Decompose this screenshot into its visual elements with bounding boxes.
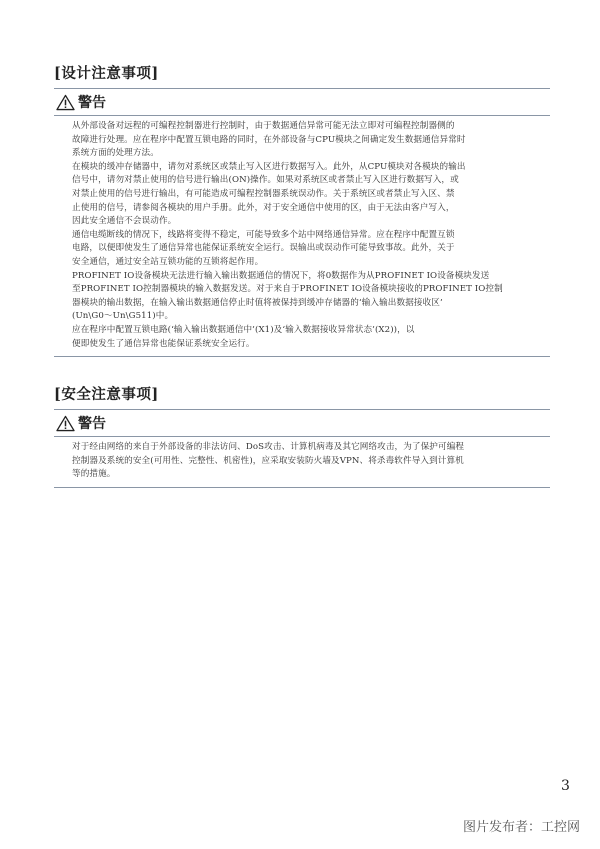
text-line: 应在程序中配置互锁电路(‘输入输出数据通信中’(X1)及‘输入数据接收异常状态’(X2))，以 bbox=[72, 324, 415, 335]
text-line: 电路，以便即使发生了通信异常也能保证系统安全运行。误输出或误动作可能导致事故。此外，关于 bbox=[72, 243, 455, 254]
design-precautions-title: [设计注意事项] bbox=[54, 65, 159, 82]
safety-warning-label: 警告 bbox=[78, 416, 106, 432]
design-precautions-section bbox=[54, 64, 550, 357]
text-line: 信号中，请勿对禁止使用的信号进行输出(ON)操作。如果对系统区或者禁止写入区进行数据写入，或 bbox=[72, 175, 459, 186]
design-warning-label: 警告 bbox=[78, 95, 106, 111]
text-line: 故障进行处理。应在程序中配置互锁电路的同时，在外部设备与CPU模块之间确定发生数据通信异常时 bbox=[72, 134, 466, 145]
text-line: 止使用的信号，请参阅各模块的用户手册。此外，对于安全通信中使用的区，由于无法由客户写入， bbox=[72, 202, 455, 213]
warning-triangle-icon bbox=[56, 94, 75, 111]
publisher-watermark: 图片发布者：工控网 bbox=[463, 820, 581, 835]
text-line: 系统方面的处理方法。 bbox=[72, 148, 159, 159]
text-line: 等的措施。 bbox=[72, 469, 116, 480]
text-line: 通信电缆断线的情况下，线路将变得不稳定，可能导致多个站中网络通信异常。应在程序中配置互锁 bbox=[72, 229, 455, 240]
text-line: 从外部设备对远程的可编程控制器进行控制时，由于数据通信异常可能无法立即对可编程控制器侧的 bbox=[72, 121, 455, 131]
safety-warning-body bbox=[54, 437, 550, 487]
safety-precautions-title: [安全注意事项] bbox=[54, 386, 159, 403]
text-line: 对禁止使用的信号进行输出，有可能造成可编程控制器系统误动作。关于系统区或者禁止写入区、禁 bbox=[72, 188, 455, 199]
warning-triangle-icon bbox=[56, 415, 75, 432]
text-line: (Un\G0～Un\G511)中。 bbox=[72, 311, 174, 322]
design-warning-box bbox=[54, 88, 550, 357]
safety-precautions-section bbox=[54, 385, 550, 488]
text-line: 安全通信，通过安全站互锁功能的互锁将起作用。 bbox=[72, 256, 264, 267]
text-line: 至PROFINET IO控制器模块的输入数据发送。对于来自于PROFINET IO设备模块接收的PROFINET IO控制 bbox=[72, 284, 503, 295]
design-warning-header bbox=[54, 89, 550, 116]
text-line: 便即使发生了通信异常也能保证系统安全运行。 bbox=[72, 338, 255, 349]
safety-warning-header bbox=[54, 410, 550, 437]
text-line: 因此安全通信不会误动作。 bbox=[72, 216, 177, 227]
safety-warning-box bbox=[54, 409, 550, 488]
text-line: 在模块的缓冲存储器中，请勿对系统区或禁止写入区进行数据写入。此外，从CPU模块对各模块的输出 bbox=[72, 161, 466, 172]
page-number: 3 bbox=[561, 778, 570, 794]
text-line: PROFINET IO设备模块无法进行输入输出数据通信的情况下，将0数据作为从PROFINET IO设备模块发送 bbox=[72, 270, 490, 281]
text-line: 控制器及系统的安全(可用性、完整性、机密性)，应采取安装防火墙及VPN、将杀毒软件导入到计算机 bbox=[72, 455, 464, 466]
text-line: 对于经由网络的来自于外部设备的非法访问、DoS攻击、计算机病毒及其它网络攻击，为了保护可编程 bbox=[72, 442, 465, 452]
design-warning-body bbox=[54, 116, 550, 356]
text-line: 器模块的输出数据，在输入输出数据通信停止时值将被保持到缓冲存储器的‘输入输出数据接收区’ bbox=[72, 297, 443, 308]
